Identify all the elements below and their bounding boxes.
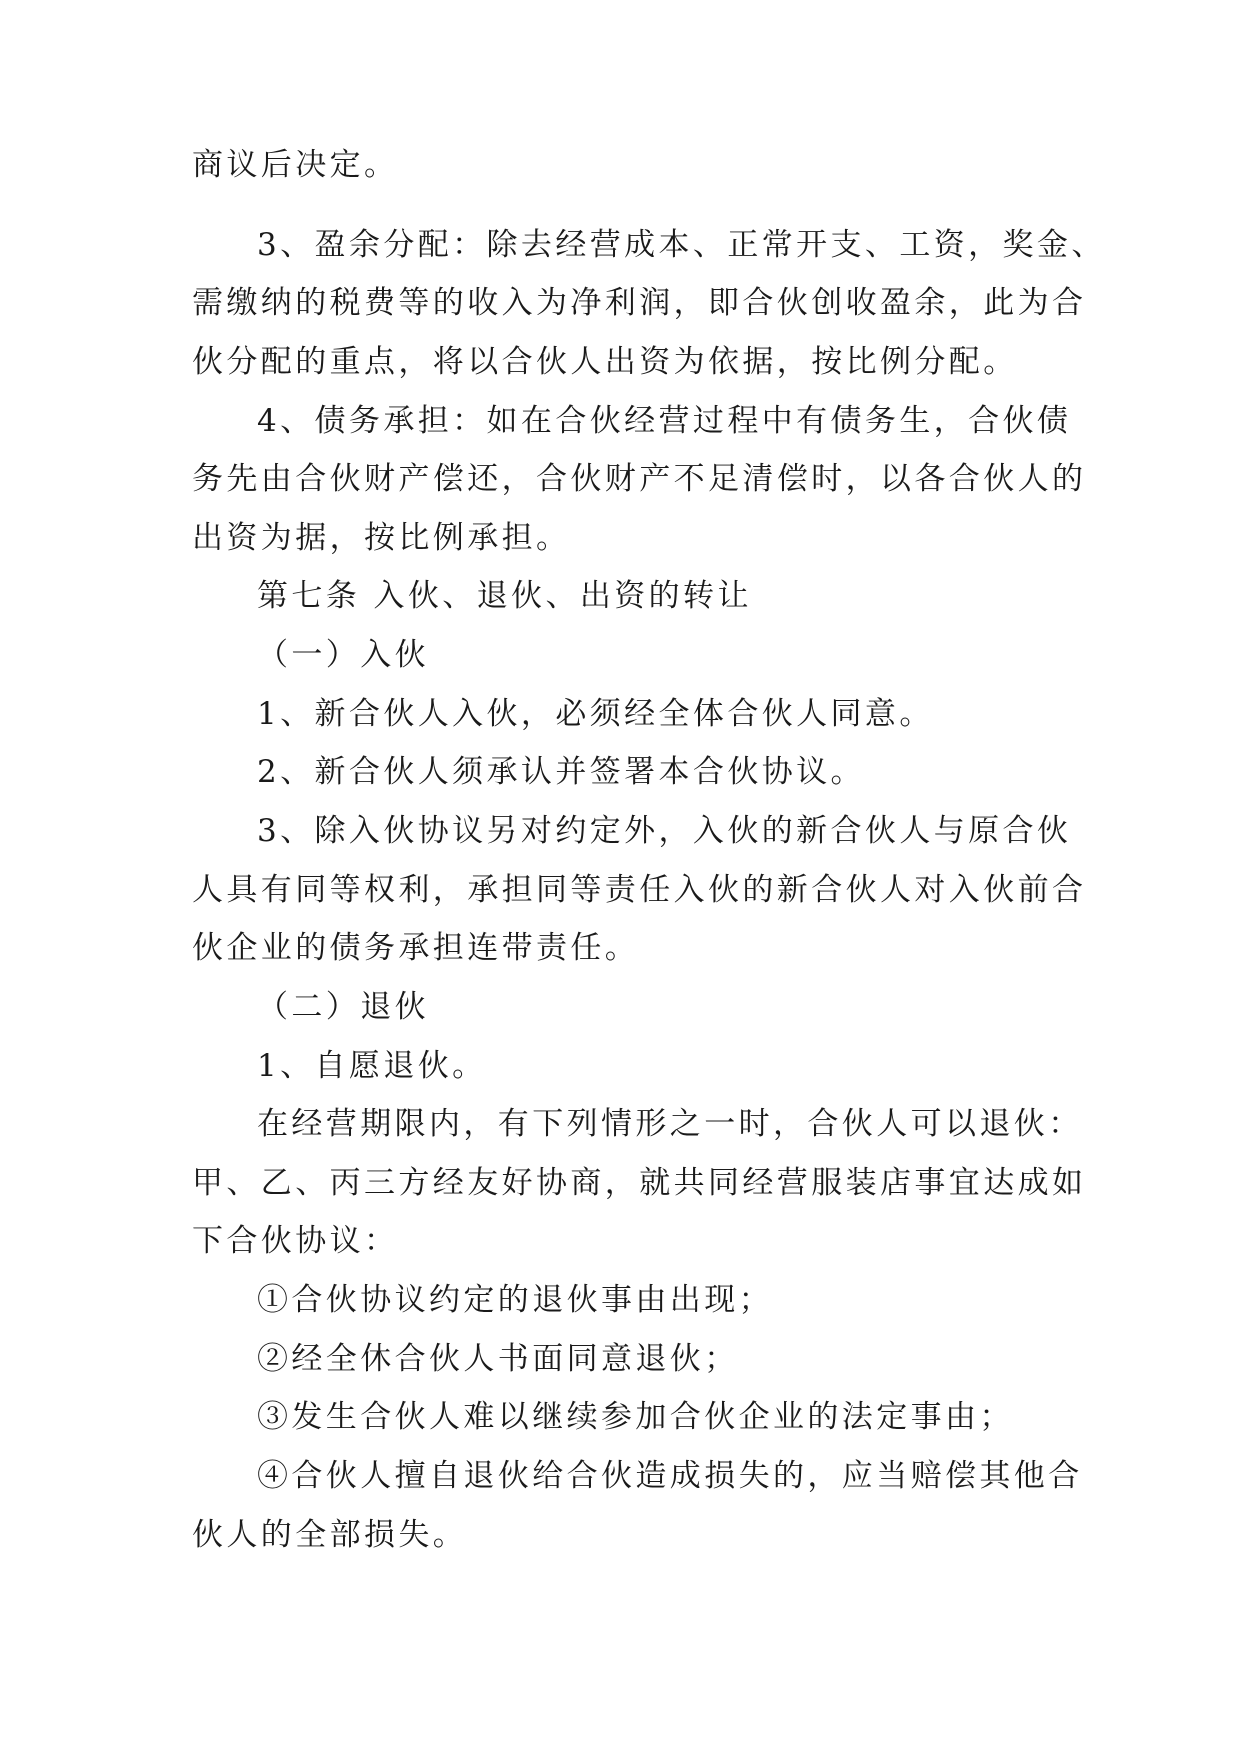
subsection-heading: （一）入伙 — [257, 637, 429, 673]
list-item: ④合伙人擅自退伙给合伙造成损失的，应当赔偿其他合 — [257, 1458, 1083, 1494]
section-heading: 第七条 入伙、退伙、出资的转让 — [257, 578, 752, 614]
text-line: 商议后决定。 — [192, 147, 399, 183]
text-line: 1、新合伙人入伙，必须经全体合伙人同意。 — [257, 696, 934, 732]
text-line: 在经营期限内，有下列情形之一时，合伙人可以退伙： — [257, 1106, 1083, 1142]
text-line: 伙企业的债务承担连带责任。 — [192, 930, 640, 966]
text-line: 务先由合伙财产偿还，合伙财产不足清偿时，以各合伙人的 — [192, 461, 1087, 497]
text-line: 伙分配的重点，将以合伙人出资为依据，按比例分配。 — [192, 344, 1018, 380]
text-line: 需缴纳的税费等的收入为净利润，即合伙创收盈余，此为合 — [192, 285, 1087, 321]
text-line: 下合伙协议： — [192, 1223, 399, 1259]
list-item: ③发生合伙人难以继续参加合伙企业的法定事由； — [257, 1399, 1014, 1435]
text-line: 出资为据，按比例承担。 — [192, 520, 571, 556]
list-item: ①合伙协议约定的退伙事由出现； — [257, 1282, 773, 1318]
text-line: 3、除入伙协议另对约定外，入伙的新合伙人与原合伙 — [257, 813, 1072, 849]
text-line: 甲、乙、丙三方经友好协商，就共同经营服装店事宜达成如 — [192, 1165, 1087, 1201]
text-line: 人具有同等权利，承担同等责任入伙的新合伙人对入伙前合 — [192, 872, 1087, 908]
text-line: 2、新合伙人须承认并签署本合伙协议。 — [257, 754, 865, 790]
text-line: 3、盈余分配：除去经营成本、正常开支、工资，奖金、 — [257, 227, 1106, 263]
text-line: 1、自愿退伙。 — [257, 1048, 487, 1084]
text-line: 伙人的全部损失。 — [192, 1517, 468, 1553]
list-item: ②经全休合伙人书面同意退伙； — [257, 1341, 739, 1377]
text-line: 4、债务承担：如在合伙经营过程中有债务生，合伙债 — [257, 403, 1072, 439]
subsection-heading: （二）退伙 — [257, 989, 429, 1025]
